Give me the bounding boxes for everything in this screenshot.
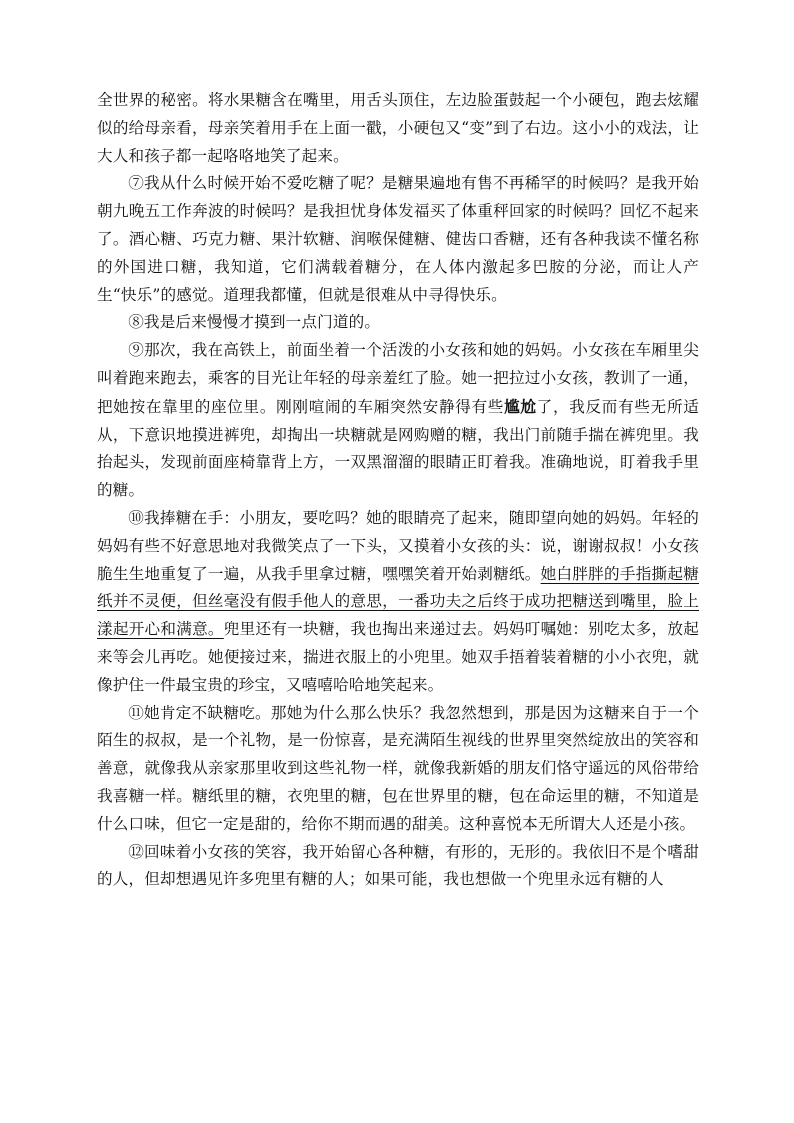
paragraph bbox=[97, 87, 699, 170]
paragraph-text: ⑫回味着小女孩的笑容，我开始留心各种糖，有形的，无形的。我依旧不是个嗜甜的人，但却想遇见许多兜里有糖的人；如果可能，我也想做一个兜里永远有糖的人 bbox=[97, 842, 699, 889]
paragraph bbox=[97, 309, 699, 337]
paragraph-text: ⑦我从什么时候开始不爱吃糖了呢？是糖果遍地有售不再稀罕的时候吗？是我开始朝九晚五工作奔波的时候吗？是我担忧身体发福买了体重秤回家的时候吗？回忆不起来了。酒心糖、巧克力糖、果汁软糖、润喉保健糖、健齿口香糖，还有各种我读不懂名称的外国进口糖，我知道，它们满载着糖分，在人体内激起多巴胺的分泌，而让人产生“快乐”的感觉。道理我都懂，但就是很难从中寻得快乐。 bbox=[97, 174, 699, 304]
paragraph bbox=[97, 839, 699, 895]
paragraph-text: ⑪她肯定不缺糖吃。那她为什么那么快乐？我忽然想到，那是因为这糖来自于一个陌生的叔叔，是一个礼物，是一份惊喜，是充满陌生视线的世界里突然绽放出的笑容和善意，就像我从亲家那里收到这些礼物一样，就像我新婚的朋友们恪守遥远的风俗带给我喜糖一样。糖纸里的糖，衣兜里的糖，包在世界里的糖，包在命运里的糖，不知道是什么口味，但它一定是甜的，给你不期而遇的甜美。这种喜悦本无所谓大人还是小孩。 bbox=[97, 703, 699, 833]
paragraph bbox=[97, 170, 699, 309]
paragraph-text: ⑩我捧糖在手：小朋友，要吃吗？她的眼睛亮了起来，随即望向她的妈妈。年轻的妈妈有些不好意思地对我微笑点了一下头，又摸着小女孩的头：说，谢谢叔叔！小女孩脆生生地重复了一遍，从我手里拿过糖，嘿嘿笑着开始剥糖纸。 bbox=[97, 508, 699, 583]
paragraph-text: ⑨那次，我在高铁上，前面坐着一个活泼的小女孩和她的妈妈。小女孩在车厢里尖叫着跑来跑去，乘客的目光让年轻的母亲羞红了脸。她一把拉过小女孩，教训了一通，把她按在靠里的座位里。刚刚喧闹的车厢突然安静得有些 bbox=[97, 341, 699, 416]
paragraph-text: 兜里还有一块糖，我也掏出来递过去。妈妈叮嘱她：别吃太多，放起来等会儿再吃。她便接过来，揣进衣服上的小兜里。她双手捂着装着糖的小小衣兜，就像护住一件最宝贵的珍宝，又嘻嘻哈哈地笑起来。 bbox=[97, 620, 699, 694]
paragraph bbox=[97, 700, 699, 839]
paragraph bbox=[97, 337, 699, 505]
article-body bbox=[97, 87, 699, 894]
paragraph-text: 了，我反而有些无所适从，下意识地摸进裤兜，却掏出一块糖就是网购赠的糖，我出门前随手揣在裤兜里。我抬起头，发现前面座椅靠背上方，一双黑溜溜的眼睛正盯着我。准确地说，盯着我手里的糖。 bbox=[97, 397, 699, 500]
bold-text: 尴尬 bbox=[504, 396, 537, 416]
document-page bbox=[97, 87, 699, 894]
paragraph-text: ⑧我是后来慢慢才摸到一点门道的。 bbox=[128, 313, 381, 332]
underlined-sentence: 她白胖胖的手指撕起糖纸并不灵便，但丝毫没有假手他人的意思，一番功夫之后终于成功把糖送到嘴里，脸上漾起开心和满意。 bbox=[97, 564, 699, 639]
paragraph bbox=[97, 505, 699, 700]
paragraph-text: 全世界的秘密。将水果糖含在嘴里，用舌头顶住，左边脸蛋鼓起一个小硬包，跑去炫耀似的给母亲看，母亲笑着用手在上面一戳，小硬包又“变”到了右边。这小小的戏法，让大人和孩子都一起咯咯地笑了起来。 bbox=[97, 91, 699, 165]
